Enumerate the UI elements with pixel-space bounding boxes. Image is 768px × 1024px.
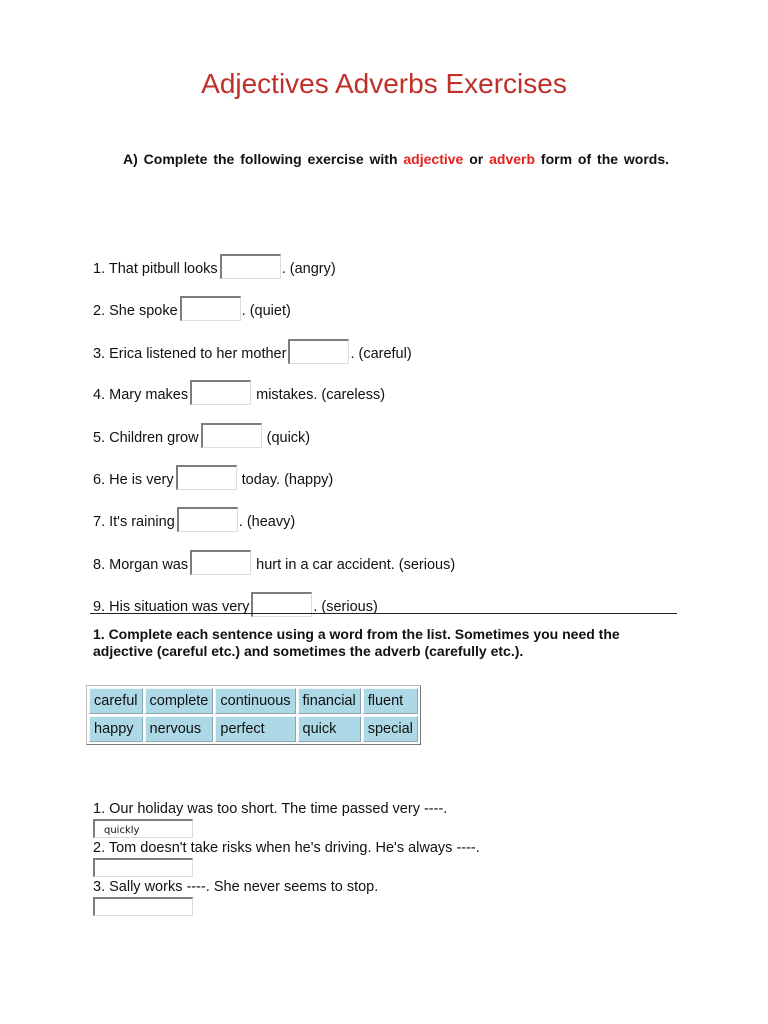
question-text-after: today. (happy) <box>237 472 334 488</box>
question-number: 8. <box>93 557 106 573</box>
page-title: Adjectives Adverbs Exercises <box>201 68 567 99</box>
section-a-text-end: form of the words. <box>540 151 670 167</box>
question-number: 6. <box>93 472 106 488</box>
question-text-after: . (serious) <box>313 599 378 615</box>
question-text-before: It's raining <box>109 514 175 530</box>
question-4 <box>93 380 385 404</box>
question-5 <box>93 423 310 447</box>
question-text-after: . (careful) <box>350 346 412 362</box>
question-text-before: Children grow <box>109 430 199 446</box>
section-divider <box>90 613 677 614</box>
answer-input-7[interactable] <box>177 507 238 532</box>
word-cell: careful <box>89 688 143 714</box>
word-cell: happy <box>89 716 143 742</box>
question-number: 3. <box>93 346 106 362</box>
section-a-or: or <box>469 151 484 167</box>
question-text-before: She spoke <box>109 303 178 319</box>
exercise-2-instruction: 1. Complete each sentence using a word from the list. Sometimes you need the adjective (careful etc.) and sometimes the adverb (carefully etc.). <box>93 626 620 659</box>
answer-input-3[interactable] <box>288 339 349 364</box>
question-3 <box>93 339 412 363</box>
question-text-after: hurt in a car accident. (serious) <box>252 557 456 573</box>
sentence-3: 3. Sally works ----. She never seems to stop. <box>93 879 379 895</box>
question-number: 4. <box>93 387 106 403</box>
word-cell: quick <box>298 716 361 742</box>
question-2 <box>93 296 291 320</box>
answer-input-4[interactable] <box>190 380 251 405</box>
question-text-before: Mary makes <box>109 387 189 403</box>
sentence-answer-input-2[interactable] <box>93 858 193 877</box>
question-number: 2. <box>93 303 106 319</box>
word-list-row <box>89 688 418 714</box>
sentence-1: 1. Our holiday was too short. The time passed very ----. <box>93 801 448 817</box>
word-list-row <box>89 716 418 742</box>
word-cell: fluent <box>363 688 418 714</box>
word-cell: continuous <box>215 688 295 714</box>
question-text-before: That pitbull looks <box>108 261 218 277</box>
word-cell: perfect <box>215 716 295 742</box>
adjective-highlight: adjective <box>403 151 464 167</box>
question-text-before: His situation was very <box>109 599 250 615</box>
adverb-highlight: adverb <box>489 151 536 167</box>
question-text-after: . (heavy) <box>238 514 296 530</box>
question-text-after: mistakes. (careless) <box>252 387 386 403</box>
answer-input-8[interactable] <box>190 550 251 575</box>
question-number: 7. <box>93 514 106 530</box>
section-a-label: A) <box>123 151 138 167</box>
sentence-answer-input-3[interactable] <box>93 897 193 916</box>
question-number: 1. <box>93 261 106 277</box>
section-a-text-start: Complete the following exercise with <box>143 151 398 167</box>
question-number: 5. <box>93 430 106 446</box>
question-7 <box>93 507 295 531</box>
answer-input-6[interactable] <box>176 465 237 490</box>
question-text-before: Morgan was <box>109 557 189 573</box>
section-a-instruction <box>93 149 675 169</box>
question-text-after: . (angry) <box>281 261 336 277</box>
sentence-2: 2. Tom doesn't take risks when he's driving. He's always ----. <box>93 840 480 856</box>
question-1 <box>93 254 336 278</box>
word-cell: financial <box>298 688 361 714</box>
word-list-table <box>86 685 421 745</box>
question-number: 9. <box>93 599 106 615</box>
word-cell: special <box>363 716 418 742</box>
question-8 <box>93 550 455 574</box>
sentence-answer-input-1[interactable]: quickly <box>93 819 193 838</box>
question-text-after: (quick) <box>262 430 311 446</box>
question-text-before: Erica listened to her mother <box>109 346 287 362</box>
answer-input-1[interactable] <box>220 254 281 279</box>
question-text-before: He is very <box>109 472 174 488</box>
word-cell: nervous <box>145 716 214 742</box>
question-text-after: . (quiet) <box>241 303 291 319</box>
word-cell: complete <box>145 688 214 714</box>
answer-input-2[interactable] <box>180 296 241 321</box>
question-6 <box>93 465 333 489</box>
answer-input-5[interactable] <box>201 423 262 448</box>
